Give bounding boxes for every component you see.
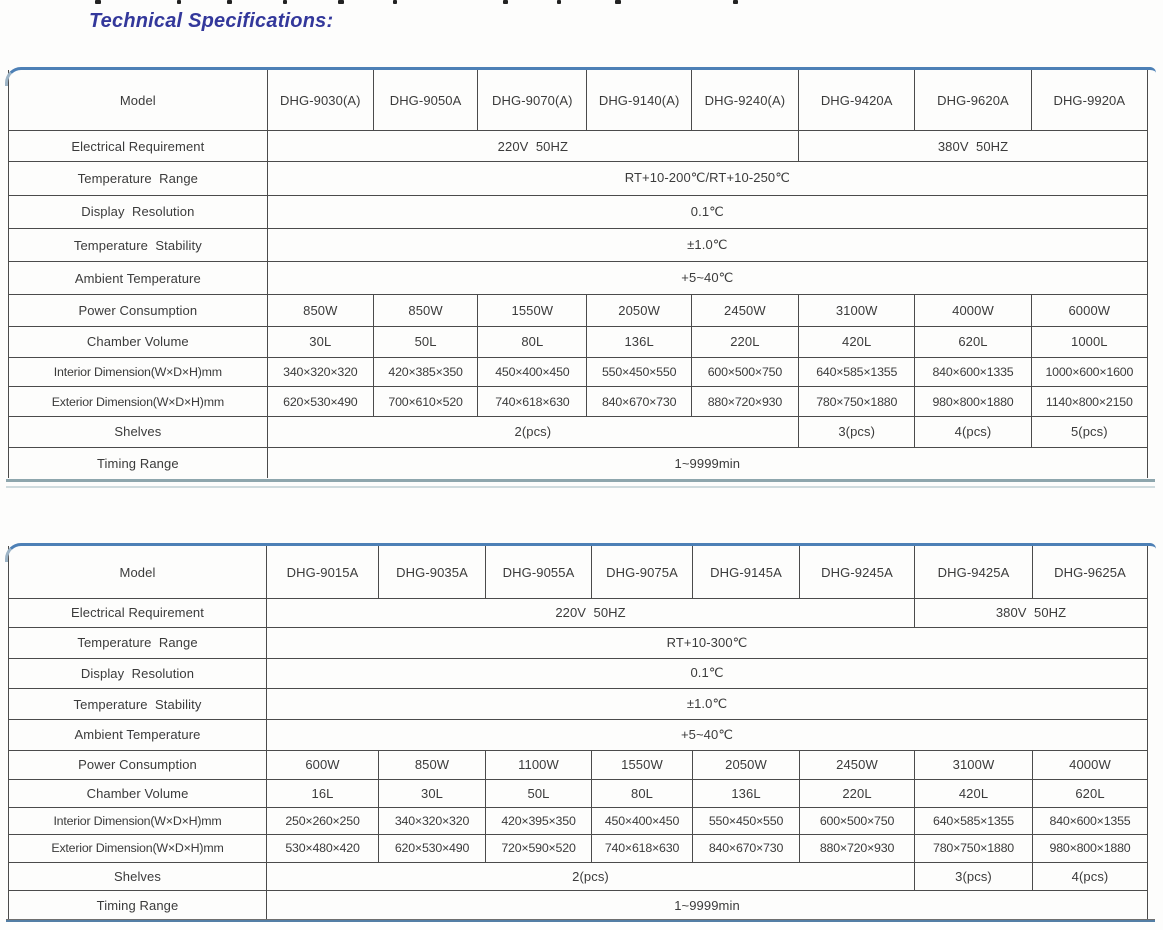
spec-table-2-grid [8, 546, 1148, 919]
spec-row [9, 387, 1148, 416]
spec-value-cell: 1000L [1031, 326, 1147, 357]
spec-value-cell: 880×720×930 [800, 835, 915, 862]
spec-value-cell: +5~40℃ [267, 719, 1148, 750]
spec-value-cell: 1550W [478, 295, 587, 326]
table2-bottom-rule [6, 920, 1155, 922]
spec-value-cell: 550×450×550 [587, 358, 691, 387]
spec-value-cell: 980×800×1880 [1033, 835, 1148, 862]
spec-row-label: Shelves [9, 416, 268, 447]
spec-row [9, 131, 1148, 162]
spec-value-cell: 420×385×350 [373, 358, 477, 387]
spec-row [9, 658, 1148, 689]
spec-row-label: Electrical Requirement [9, 599, 267, 628]
spec-value-cell: 0.1℃ [267, 658, 1148, 689]
spec-row [9, 195, 1148, 228]
spec-table-1-panel [8, 67, 1149, 488]
spec-value-cell: 136L [587, 326, 691, 357]
spec-value-cell: 30L [267, 326, 373, 357]
spec-value-cell: 850W [373, 295, 477, 326]
spec-value-cell: 340×320×320 [267, 358, 373, 387]
model-header-cell: DHG-9030(A) [267, 70, 373, 131]
spec-value-cell: 2050W [587, 295, 691, 326]
spec-row-label: Temperature Stability [9, 689, 267, 720]
model-header-cell: DHG-9920A [1031, 70, 1147, 131]
clipped-glyph-mark [95, 0, 101, 4]
spec-value-cell: 840×600×1355 [1033, 808, 1148, 835]
spec-value-cell: 220V 50HZ [267, 599, 915, 628]
spec-value-cell: 1100W [486, 750, 592, 779]
spec-value-cell: 780×750×1880 [799, 387, 915, 416]
spec-row-label: Exterior Dimension(W×D×H)mm [9, 835, 267, 862]
spec-value-cell: 5(pcs) [1031, 416, 1147, 447]
spec-row [9, 891, 1148, 919]
spec-value-cell: 850W [379, 750, 486, 779]
clipped-glyph-mark [338, 0, 344, 4]
spec-value-cell: 600×500×750 [800, 808, 915, 835]
spec-value-cell: 620L [915, 326, 1031, 357]
spec-row [9, 750, 1148, 779]
spec-value-cell: 3100W [915, 750, 1033, 779]
spec-row [9, 262, 1148, 295]
spec-value-cell: 450×400×450 [478, 358, 587, 387]
spec-value-cell: 720×590×520 [486, 835, 592, 862]
spec-value-cell: 620×530×490 [379, 835, 486, 862]
spec-value-cell: 220L [691, 326, 798, 357]
spec-row [9, 835, 1148, 862]
spec-row [9, 627, 1148, 658]
spec-row [9, 599, 1148, 628]
spec-row [9, 779, 1148, 808]
spec-value-cell: 80L [478, 326, 587, 357]
spec-row-label: Timing Range [9, 891, 267, 919]
spec-value-cell: 530×480×420 [267, 835, 379, 862]
spec-value-cell: 2(pcs) [267, 416, 798, 447]
model-header-cell: DHG-9050A [373, 70, 477, 131]
clipped-glyph-mark [503, 0, 508, 4]
clipped-glyph-mark [615, 0, 621, 4]
spec-row [9, 295, 1148, 326]
spec-row-label: Temperature Stability [9, 228, 268, 261]
spec-value-cell: 420L [799, 326, 915, 357]
spec-table-1-grid [8, 70, 1148, 478]
spec-value-cell: 620×530×490 [267, 387, 373, 416]
model-header-cell: DHG-9240(A) [691, 70, 798, 131]
spec-table-1 [8, 70, 1149, 478]
spec-row-label: Chamber Volume [9, 326, 268, 357]
model-header-cell: DHG-9140(A) [587, 70, 691, 131]
spec-table-2 [8, 546, 1149, 919]
spec-row-label: Ambient Temperature [9, 719, 267, 750]
model-header-cell: DHG-9620A [915, 70, 1031, 131]
spec-value-cell: 1550W [592, 750, 693, 779]
spec-value-cell: 2450W [800, 750, 915, 779]
spec-value-cell: 250×260×250 [267, 808, 379, 835]
spec-value-cell: 6000W [1031, 295, 1147, 326]
spec-row [9, 358, 1148, 387]
spec-value-cell: 3(pcs) [915, 862, 1033, 891]
spec-value-cell: 880×720×930 [691, 387, 798, 416]
spec-value-cell: 840×600×1335 [915, 358, 1031, 387]
spec-row-label: Timing Range [9, 448, 268, 478]
spec-row [9, 719, 1148, 750]
spec-value-cell: 640×585×1355 [915, 808, 1033, 835]
clipped-glyph-mark [283, 0, 287, 4]
spec-value-cell: 780×750×1880 [915, 835, 1033, 862]
spec-value-cell: 450×400×450 [592, 808, 693, 835]
spec-value-cell: 1000×600×1600 [1031, 358, 1147, 387]
spec-row-label: Display Resolution [9, 658, 267, 689]
spec-value-cell: 1140×800×2150 [1031, 387, 1147, 416]
model-header-cell: DHG-9245A [800, 546, 915, 599]
spec-row [9, 162, 1148, 195]
spec-value-cell: 136L [693, 779, 800, 808]
table1-bottom-rule [6, 479, 1155, 482]
spec-value-cell: RT+10-300℃ [267, 627, 1148, 658]
page-title: Technical Specifications: [89, 10, 334, 32]
spec-value-cell: 4(pcs) [915, 416, 1031, 447]
spec-row-label: Temperature Range [9, 627, 267, 658]
spec-row [9, 228, 1148, 261]
spec-table-2-panel [8, 543, 1149, 922]
spec-row-label: Power Consumption [9, 295, 268, 326]
spec-value-cell: 1~9999min [267, 448, 1147, 478]
clipped-glyph-mark [177, 0, 181, 4]
spec-value-cell: 420L [915, 779, 1033, 808]
spec-value-cell: 600×500×750 [691, 358, 798, 387]
spec-value-cell: 420×395×350 [486, 808, 592, 835]
spec-value-cell: 2450W [691, 295, 798, 326]
model-header-cell: DHG-9625A [1033, 546, 1148, 599]
spec-value-cell: ±1.0℃ [267, 228, 1147, 261]
spec-value-cell: 340×320×320 [379, 808, 486, 835]
clipped-text-fragment [95, 0, 775, 6]
spec-value-cell: ±1.0℃ [267, 689, 1148, 720]
spec-value-cell: 600W [267, 750, 379, 779]
spec-row [9, 326, 1148, 357]
spec-row-label: Exterior Dimension(W×D×H)mm [9, 387, 268, 416]
spec-value-cell: 50L [373, 326, 477, 357]
spec-value-cell: 1~9999min [267, 891, 1148, 919]
spec-value-cell: 2(pcs) [267, 862, 915, 891]
model-header-row [9, 546, 1148, 599]
spec-value-cell: +5~40℃ [267, 262, 1147, 295]
clipped-glyph-mark [557, 0, 561, 4]
clipped-glyph-mark [393, 0, 397, 4]
model-header-cell: DHG-9420A [799, 70, 915, 131]
model-header-cell: DHG-9145A [693, 546, 800, 599]
model-header-row [9, 70, 1148, 131]
spec-value-cell: 980×800×1880 [915, 387, 1031, 416]
spec-value-cell: 840×670×730 [587, 387, 691, 416]
spec-value-cell: 620L [1033, 779, 1148, 808]
spec-value-cell: 3(pcs) [799, 416, 915, 447]
spec-value-cell: 220V 50HZ [267, 131, 798, 162]
spec-row [9, 862, 1148, 891]
spec-row-label: Electrical Requirement [9, 131, 268, 162]
spec-value-cell: 4000W [915, 295, 1031, 326]
model-header-cell: DHG-9070(A) [478, 70, 587, 131]
spec-row-label: Temperature Range [9, 162, 268, 195]
model-header-cell: DHG-9015A [267, 546, 379, 599]
spec-row [9, 448, 1148, 478]
spec-row [9, 808, 1148, 835]
model-header-cell: DHG-9425A [915, 546, 1033, 599]
model-row-label: Model [9, 546, 267, 599]
spec-value-cell: 30L [379, 779, 486, 808]
spec-value-cell: 380V 50HZ [915, 599, 1148, 628]
spec-value-cell: 80L [592, 779, 693, 808]
spec-value-cell: 0.1℃ [267, 195, 1147, 228]
spec-row-label: Ambient Temperature [9, 262, 268, 295]
spec-row-label: Interior Dimension(W×D×H)mm [9, 808, 267, 835]
spec-value-cell: 700×610×520 [373, 387, 477, 416]
model-header-cell: DHG-9055A [486, 546, 592, 599]
clipped-glyph-mark [733, 0, 738, 4]
spec-value-cell: 840×670×730 [693, 835, 800, 862]
spec-value-cell: 850W [267, 295, 373, 326]
spec-value-cell: 220L [800, 779, 915, 808]
table1-bottom-rule-light [6, 486, 1155, 488]
spec-row-label: Shelves [9, 862, 267, 891]
spec-value-cell: 2050W [693, 750, 800, 779]
spec-value-cell: 4(pcs) [1033, 862, 1148, 891]
spec-value-cell: 380V 50HZ [799, 131, 1148, 162]
spec-row [9, 416, 1148, 447]
spec-value-cell: 740×618×630 [478, 387, 587, 416]
spec-value-cell: 740×618×630 [592, 835, 693, 862]
spec-value-cell: RT+10-200℃/RT+10-250℃ [267, 162, 1147, 195]
spec-value-cell: 3100W [799, 295, 915, 326]
model-header-cell: DHG-9035A [379, 546, 486, 599]
spec-value-cell: 16L [267, 779, 379, 808]
spec-value-cell: 50L [486, 779, 592, 808]
spec-row-label: Display Resolution [9, 195, 268, 228]
spec-value-cell: 4000W [1033, 750, 1148, 779]
model-row-label: Model [9, 70, 268, 131]
model-header-cell: DHG-9075A [592, 546, 693, 599]
spec-value-cell: 640×585×1355 [799, 358, 915, 387]
spec-row-label: Interior Dimension(W×D×H)mm [9, 358, 268, 387]
spec-row-label: Chamber Volume [9, 779, 267, 808]
spec-row-label: Power Consumption [9, 750, 267, 779]
clipped-glyph-mark [227, 0, 232, 4]
spec-value-cell: 550×450×550 [693, 808, 800, 835]
spec-row [9, 689, 1148, 720]
